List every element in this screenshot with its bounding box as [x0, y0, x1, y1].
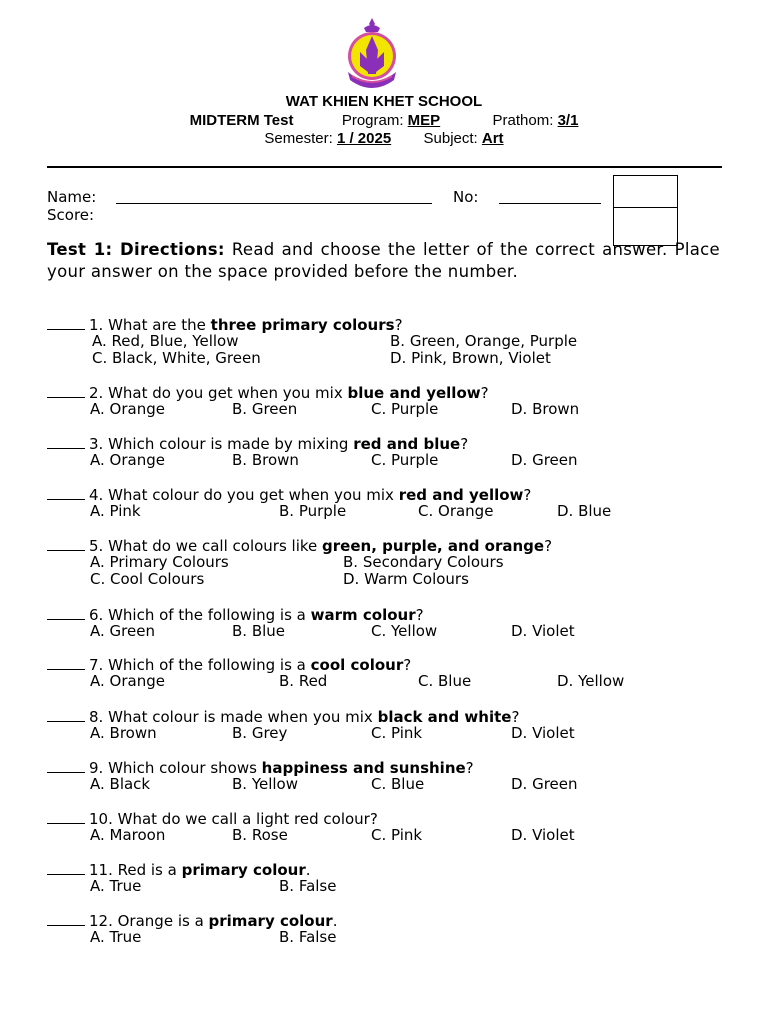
option-a[interactable]: A. Green — [90, 622, 155, 640]
question-text: 6. Which of the following is a — [89, 606, 311, 624]
directions-text: Read and choose the letter of the correct answer. Place your answer on the space provided before the number. — [47, 240, 720, 281]
question-keyword: red and blue — [353, 435, 461, 453]
question-keyword: black and white — [377, 708, 512, 726]
answer-blank[interactable] — [47, 708, 85, 722]
question-text: 8. What colour is made when you mix — [89, 708, 378, 726]
score-box-top[interactable] — [613, 175, 678, 208]
option-b[interactable]: B. Green — [232, 400, 298, 418]
semester-line — [0, 130, 768, 148]
question-keyword: green, purple, and orange — [322, 537, 545, 555]
question-punct: ? — [511, 708, 520, 726]
option-a[interactable]: A. Orange — [90, 672, 165, 690]
answer-blank[interactable] — [47, 384, 85, 398]
option-a[interactable]: A. Orange — [90, 451, 165, 469]
question-text: 5. What do we call colours like — [89, 537, 323, 555]
question-punct: ? — [465, 759, 474, 777]
question-keyword: blue and yellow — [347, 384, 481, 402]
option-c[interactable]: C. Purple — [371, 400, 439, 418]
no-field[interactable] — [499, 203, 601, 204]
option-a[interactable]: A. True — [90, 877, 142, 895]
name-label: Name: — [47, 188, 97, 206]
option-d[interactable]: D. Brown — [511, 400, 580, 418]
option-c[interactable]: C. Purple — [371, 451, 439, 469]
option-a[interactable]: A. Orange — [90, 400, 165, 418]
option-c[interactable]: C. Blue — [418, 672, 472, 690]
question-text: 1. What are the — [89, 316, 211, 334]
question-keyword: primary colour — [208, 912, 333, 930]
option-d[interactable]: D. Yellow — [557, 672, 625, 690]
answer-blank[interactable] — [47, 861, 85, 875]
option-d[interactable]: D. Green — [511, 775, 578, 793]
option-b[interactable]: B. Red — [279, 672, 328, 690]
question-punct: ? — [544, 537, 553, 555]
question-text: 4. What colour do you get when you mix — [89, 486, 399, 504]
answer-blank[interactable] — [47, 316, 85, 330]
answer-blank[interactable] — [47, 656, 85, 670]
option-b[interactable]: B. False — [279, 877, 337, 895]
option-d[interactable]: D. Pink, Brown, Violet — [390, 349, 551, 367]
no-label: No: — [453, 188, 479, 206]
option-d[interactable]: D. Blue — [557, 502, 612, 520]
semester-value: 1 / 2025 — [336, 130, 392, 147]
option-c[interactable]: C. Yellow — [371, 622, 438, 640]
answer-blank[interactable] — [47, 486, 85, 500]
answer-blank[interactable] — [47, 912, 85, 926]
question-text: 12. Orange is a — [89, 912, 209, 930]
question-text: 3. Which colour is made by mixing — [89, 435, 354, 453]
school-logo — [342, 16, 402, 92]
option-d[interactable]: D. Violet — [511, 724, 575, 742]
question-punct: ? — [523, 486, 532, 504]
program-value: MEP — [407, 112, 441, 129]
answer-blank[interactable] — [47, 537, 85, 551]
question-keyword: happiness and sunshine — [261, 759, 466, 777]
question-punct: ? — [460, 435, 469, 453]
score-label: Score: — [47, 206, 95, 224]
semester-label: Semester: — [264, 130, 333, 147]
directions-heading: Test 1: Directions: — [47, 240, 225, 259]
prathom-label: Prathom: — [492, 112, 554, 129]
question-keyword: red and yellow — [398, 486, 524, 504]
option-b[interactable]: B. Brown — [232, 451, 299, 469]
option-a[interactable]: A. Maroon — [90, 826, 166, 844]
test-info-line — [0, 112, 768, 130]
option-b[interactable]: B. Green, Orange, Purple — [390, 332, 578, 350]
option-b[interactable]: B. Grey — [232, 724, 288, 742]
option-d[interactable]: D. Warm Colours — [343, 570, 469, 588]
option-b[interactable]: B. Blue — [232, 622, 286, 640]
question-text: 9. Which colour shows — [89, 759, 262, 777]
answer-blank[interactable] — [47, 435, 85, 449]
option-c[interactable]: C. Pink — [371, 826, 423, 844]
name-field[interactable] — [116, 203, 432, 204]
option-b[interactable]: B. Purple — [279, 502, 347, 520]
prathom-value: 3/1 — [557, 112, 579, 129]
program-label: Program: — [341, 112, 404, 129]
option-a[interactable]: A. Pink — [90, 502, 141, 520]
answer-blank[interactable] — [47, 606, 85, 620]
option-a[interactable]: A. Red, Blue, Yellow — [92, 332, 239, 350]
option-b[interactable]: B. False — [279, 928, 337, 946]
directions — [47, 239, 720, 283]
option-c[interactable]: C. Orange — [418, 502, 494, 520]
option-a[interactable]: A. Primary Colours — [90, 553, 229, 571]
option-b[interactable]: B. Yellow — [232, 775, 299, 793]
option-d[interactable]: D. Green — [511, 451, 578, 469]
question-keyword: three primary colours — [210, 316, 395, 334]
option-d[interactable]: D. Violet — [511, 622, 575, 640]
question-text: 2. What do you get when you mix — [89, 384, 348, 402]
option-a[interactable]: A. Brown — [90, 724, 157, 742]
option-b[interactable]: B. Secondary Colours — [343, 553, 504, 571]
question-punct: . — [332, 912, 338, 930]
answer-blank[interactable] — [47, 810, 85, 824]
option-a[interactable]: A. True — [90, 928, 142, 946]
question-punct: ? — [403, 656, 412, 674]
question-11 — [47, 861, 311, 879]
subject-value: Art — [481, 130, 504, 147]
option-c[interactable]: C. Cool Colours — [90, 570, 205, 588]
question-punct: ? — [480, 384, 489, 402]
option-c[interactable]: C. Pink — [371, 724, 423, 742]
question-keyword: warm colour — [310, 606, 416, 624]
question-punct: ? — [394, 316, 403, 334]
answer-blank[interactable] — [47, 759, 85, 773]
option-c[interactable]: C. Black, White, Green — [92, 349, 261, 367]
option-a[interactable]: A. Black — [90, 775, 151, 793]
question-keyword: primary colour — [181, 861, 306, 879]
question-punct: . — [305, 861, 311, 879]
question-text: 10. What do we call a light red colour? — [89, 810, 378, 828]
school-name: WAT KHIEN KHET SCHOOL — [285, 93, 483, 110]
test-label: MIDTERM Test — [189, 112, 294, 129]
question-text: 7. Which of the following is a — [89, 656, 311, 674]
subject-label: Subject: — [423, 130, 478, 147]
option-b[interactable]: B. Rose — [232, 826, 288, 844]
option-c[interactable]: C. Blue — [371, 775, 425, 793]
question-punct: ? — [415, 606, 424, 624]
option-d[interactable]: D. Violet — [511, 826, 575, 844]
header-divider — [47, 166, 722, 168]
question-keyword: cool colour — [310, 656, 404, 674]
question-text: 11. Red is a — [89, 861, 182, 879]
